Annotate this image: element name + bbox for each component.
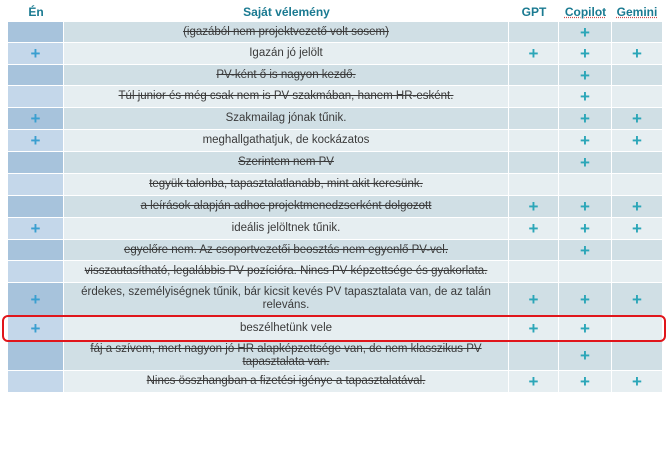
cell-opinion xyxy=(64,174,509,195)
cell-gpt xyxy=(509,240,559,260)
table-row xyxy=(8,86,662,108)
opinion-text: ideális jelöltnek tűnik. xyxy=(231,222,341,234)
cell-en xyxy=(8,218,64,239)
header-gpt: GPT xyxy=(521,5,547,19)
plus-icon: + xyxy=(580,219,590,238)
opinion-text: egyelőre nem. Az csoportvezetői beosztás nem egyenlő PV-vel. xyxy=(123,243,449,256)
plus-icon: + xyxy=(528,219,539,238)
cell-gpt xyxy=(509,43,559,64)
cell-en xyxy=(8,371,64,392)
opinion-text: Igazán jó jelölt xyxy=(249,47,323,59)
opinion-text: Nincs összhangban a fizetési igénye a tapasztalatával. xyxy=(146,375,426,387)
cell-gpt xyxy=(509,108,559,129)
table-row xyxy=(8,65,662,86)
table-body xyxy=(8,22,662,393)
opinion-text: Szakmailag jónak tűnik. xyxy=(225,112,347,124)
cell-gpt xyxy=(509,152,559,173)
cell-gemini xyxy=(612,22,662,42)
cell-copilot xyxy=(559,152,612,173)
opinion-text: Szerintem nem PV xyxy=(238,156,334,168)
table-row xyxy=(8,196,662,218)
table-row xyxy=(8,22,662,43)
cell-en xyxy=(8,65,64,85)
cell-en xyxy=(8,174,64,195)
plus-icon: + xyxy=(632,44,642,63)
cell-opinion xyxy=(64,261,509,282)
cell-en xyxy=(8,316,64,340)
cell-en xyxy=(8,196,64,217)
cell-opinion xyxy=(64,240,509,260)
cell-copilot xyxy=(559,130,612,151)
cell-gemini xyxy=(612,261,662,282)
cell-gemini xyxy=(612,43,662,64)
cell-opinion xyxy=(64,371,509,392)
cell-gpt xyxy=(509,86,559,107)
opinion-text: (igazából nem projektvezető volt sosem) xyxy=(183,25,389,38)
cell-gpt xyxy=(509,371,559,392)
plus-icon: + xyxy=(30,131,41,150)
plus-icon: + xyxy=(30,219,41,238)
plus-icon: + xyxy=(528,318,539,338)
cell-gpt xyxy=(509,65,559,85)
cell-en xyxy=(8,108,64,129)
cell-opinion xyxy=(64,65,509,85)
cell-gemini xyxy=(612,341,662,370)
cell-gpt xyxy=(509,196,559,217)
cell-copilot xyxy=(559,174,612,195)
table-row xyxy=(8,316,662,341)
plus-icon: + xyxy=(632,197,642,216)
table-row xyxy=(8,261,662,283)
cell-copilot xyxy=(559,261,612,282)
cell-gemini xyxy=(612,130,662,151)
plus-icon: + xyxy=(580,372,590,391)
plus-icon: + xyxy=(580,44,590,63)
plus-icon: + xyxy=(580,87,590,106)
table-row xyxy=(8,130,662,152)
cell-gemini xyxy=(612,371,662,392)
plus-icon: + xyxy=(632,219,642,238)
plus-icon: + xyxy=(580,109,590,128)
cell-copilot xyxy=(559,196,612,217)
cell-gpt xyxy=(509,130,559,151)
cell-en xyxy=(8,22,64,42)
cell-opinion xyxy=(64,218,509,239)
cell-gpt xyxy=(509,22,559,42)
opinion-text: tegyük talonba, tapasztalatlanabb, mint akit keresünk. xyxy=(149,178,423,190)
cell-en xyxy=(8,240,64,260)
plus-icon: + xyxy=(632,109,642,128)
opinion-text: visszautasítható, legalábbis PV pozícióra. Nincs PV képzettsége és gyakorlata. xyxy=(84,265,488,277)
table-header xyxy=(8,0,662,22)
plus-icon: + xyxy=(30,289,41,309)
cell-copilot xyxy=(559,283,612,315)
plus-icon: + xyxy=(528,197,539,216)
table-row xyxy=(8,174,662,196)
table-row xyxy=(8,341,662,371)
opinion-text: a leírások alapján adhoc projektmenedzserként dolgozott xyxy=(140,200,432,212)
cell-opinion xyxy=(64,22,509,42)
cell-gemini xyxy=(612,240,662,260)
table-row xyxy=(8,108,662,130)
plus-icon: + xyxy=(30,109,41,128)
plus-icon: + xyxy=(632,131,642,150)
cell-opinion xyxy=(64,341,509,370)
table-row xyxy=(8,152,662,174)
cell-gemini xyxy=(612,152,662,173)
plus-icon: + xyxy=(580,65,590,85)
opinion-text: érdekes, személyiségnek tűnik, bár kicsit kevés PV tapasztalata van, de az talán releváns. xyxy=(81,286,491,311)
plus-icon: + xyxy=(528,372,539,391)
cell-en xyxy=(8,341,64,370)
plus-icon: + xyxy=(580,197,590,216)
cell-opinion xyxy=(64,152,509,173)
opinion-table xyxy=(8,0,662,393)
cell-copilot xyxy=(559,86,612,107)
opinion-text: fáj a szívem, mert nagyon jó HR alapképzettsége van, de nem klasszikus PV tapasztalata van. xyxy=(90,342,482,368)
plus-icon: + xyxy=(580,318,590,338)
header-opinion: Saját vélemény xyxy=(243,5,330,19)
opinion-text: Túl junior és még csak nem is PV szakmában, hanem HR-esként. xyxy=(118,90,454,102)
cell-copilot xyxy=(559,316,612,340)
plus-icon: + xyxy=(632,289,642,309)
cell-gemini xyxy=(612,174,662,195)
cell-gemini xyxy=(612,108,662,129)
cell-opinion xyxy=(64,86,509,107)
table-row xyxy=(8,43,662,65)
plus-icon: + xyxy=(528,44,539,63)
cell-en xyxy=(8,43,64,64)
plus-icon: + xyxy=(632,372,642,391)
cell-gemini xyxy=(612,196,662,217)
cell-gemini xyxy=(612,283,662,315)
cell-copilot xyxy=(559,240,612,260)
cell-en xyxy=(8,152,64,173)
cell-copilot xyxy=(559,371,612,392)
cell-gpt xyxy=(509,218,559,239)
plus-icon: + xyxy=(580,346,590,365)
plus-icon: + xyxy=(580,153,590,172)
cell-gpt xyxy=(509,261,559,282)
cell-copilot xyxy=(559,22,612,42)
cell-gpt xyxy=(509,283,559,315)
cell-gemini xyxy=(612,65,662,85)
cell-opinion xyxy=(64,130,509,151)
cell-en xyxy=(8,283,64,315)
table-row xyxy=(8,371,662,393)
cell-gpt xyxy=(509,316,559,340)
header-gemini: Gemini xyxy=(616,5,658,19)
header-copilot: Copilot xyxy=(564,5,607,19)
cell-en xyxy=(8,261,64,282)
cell-copilot xyxy=(559,43,612,64)
cell-opinion xyxy=(64,283,509,315)
cell-opinion xyxy=(64,316,509,340)
plus-icon: + xyxy=(580,22,590,42)
opinion-text: meghallgathatjuk, de kockázatos xyxy=(202,134,370,146)
cell-opinion xyxy=(64,43,509,64)
plus-icon: + xyxy=(30,44,41,63)
cell-copilot xyxy=(559,218,612,239)
cell-en xyxy=(8,86,64,107)
cell-opinion xyxy=(64,196,509,217)
opinion-text: PV-ként ő is nagyon kezdő. xyxy=(216,68,356,81)
plus-icon: + xyxy=(580,240,590,260)
cell-gpt xyxy=(509,174,559,195)
plus-icon: + xyxy=(580,131,590,150)
plus-icon: + xyxy=(580,289,590,309)
table-row xyxy=(8,240,662,261)
cell-copilot xyxy=(559,108,612,129)
cell-gpt xyxy=(509,341,559,370)
cell-gemini xyxy=(612,316,662,340)
cell-opinion xyxy=(64,108,509,129)
cell-copilot xyxy=(559,341,612,370)
plus-icon: + xyxy=(30,318,41,338)
plus-icon: + xyxy=(528,289,539,309)
table-row xyxy=(8,218,662,240)
cell-gemini xyxy=(612,218,662,239)
opinion-text: beszélhetünk vele xyxy=(239,321,333,334)
cell-en xyxy=(8,130,64,151)
table-row xyxy=(8,283,662,316)
cell-gemini xyxy=(612,86,662,107)
header-en: Én xyxy=(28,5,44,19)
cell-copilot xyxy=(559,65,612,85)
